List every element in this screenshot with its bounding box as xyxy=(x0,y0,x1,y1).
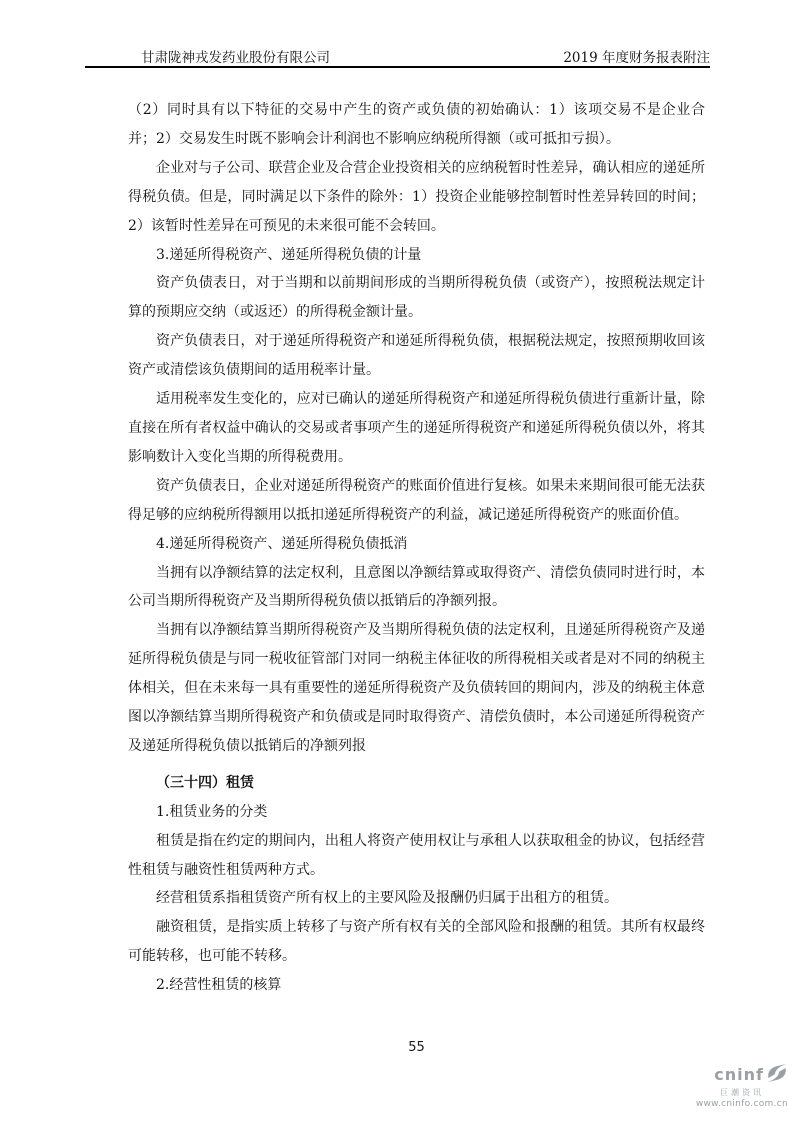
list-heading: 3.递延所得税资产、递延所得税负债的计量 xyxy=(156,246,422,263)
header-rule xyxy=(85,66,710,68)
paragraph: 融资租赁，是指实质上转移了与资产所有权有关的全部风险和报酬的租赁。其所有权最终可能转移，也可能不转移。 xyxy=(128,919,705,965)
list-heading: 1.租赁业务的分类 xyxy=(156,803,268,820)
paragraph: 适用税率发生变化的，应对已确认的递延所得税资产和递延所得税负债进行重新计量，除直接在所有者权益中确认的交易或者事项产生的递延所得税资产和递延所得税负债以外，将其影响数计入变化当期的所得税费用。 xyxy=(128,391,705,465)
cninfo-watermark xyxy=(696,1063,788,1109)
list-heading: 4.递延所得税资产、递延所得税负债抵消 xyxy=(156,535,408,552)
paragraph: 当拥有以净额结算的法定权利，且意图以净额结算或取得资产、清偿负债同时进行时，本公司当期所得税资产及当期所得税负债以抵销后的净额列报。 xyxy=(128,564,705,610)
paragraph: 资产负债表日，对于当期和以前期间形成的当期所得税负债（或资产），按照税法规定计算的预期应交纳（或返还）的所得税金额计量。 xyxy=(128,275,705,321)
document-body xyxy=(128,96,705,1000)
paragraph: 企业对与子公司、联营企业及合营企业投资相关的应纳税暂时性差异，确认相应的递延所得税负债。但是，同时满足以下条件的除外：1）投资企业能够控制暂时性差异转回的时间；2）该暂时性差异在可预见的未来很可能不会转回。 xyxy=(128,159,705,234)
paragraph: 资产负债表日，对于递延所得税资产和递延所得税负债，根据税法规定，按照预期收回该资产或清偿该负债期间的适用税率计量。 xyxy=(128,333,705,379)
header-report-title: 2019 年度财务报表附注 xyxy=(563,50,710,66)
cninfo-brand-text: cninf xyxy=(714,1065,764,1085)
cninfo-brand-cn: 巨潮资讯 xyxy=(720,1088,764,1098)
page-number: 55 xyxy=(408,1040,425,1055)
header-company-name: 甘肃陇神戎发药业股份有限公司 xyxy=(141,50,330,66)
cninfo-site-url: www.cninfo.com.cn xyxy=(695,1098,788,1109)
paragraph: 租赁是指在约定的期间内，出租人将资产使用权让与承租人以获取租金的协议，包括经营性租赁与融资性租赁两种方式。 xyxy=(128,832,705,878)
list-heading: 2.经营性租赁的核算 xyxy=(156,977,282,994)
paragraph: 当拥有以净额结算当期所得税资产及当期所得税负债的法定权利，且递延所得税资产及递延所得税负债是与同一税收征管部门对同一纳税主体征收的所得税相关或者是对不同的纳税主体相关，但在未来每一具有重要性的递延所得税资产及负债转回的期间内，涉及的纳税主体意图以净额结算当期所得税资产和负债或是同时取得资产、清偿负债时，本公司递延所得税资产及递延所得税负债以抵销后的净额列报 xyxy=(128,622,705,754)
paragraph: 经营租赁系指租赁资产所有权上的主要风险及报酬仍归属于出租方的租赁。 xyxy=(156,890,618,907)
cninfo-swirl-icon xyxy=(766,1063,788,1087)
paragraph: 资产负债表日，企业对递延所得税资产的账面价值进行复核。如果未来期间很可能无法获得足够的应纳税所得额用以抵扣递延所得税资产的利益，减记递延所得税资产的账面价值。 xyxy=(128,477,705,523)
section-heading: （三十四）租赁 xyxy=(156,774,254,791)
paragraph: （2）同时具有以下特征的交易中产生的资产或负债的初始确认：1）该项交易不是企业合并；2）交易发生时既不影响会计利润也不影响应纳税所得额（或可抵扣亏损）。 xyxy=(128,102,705,147)
